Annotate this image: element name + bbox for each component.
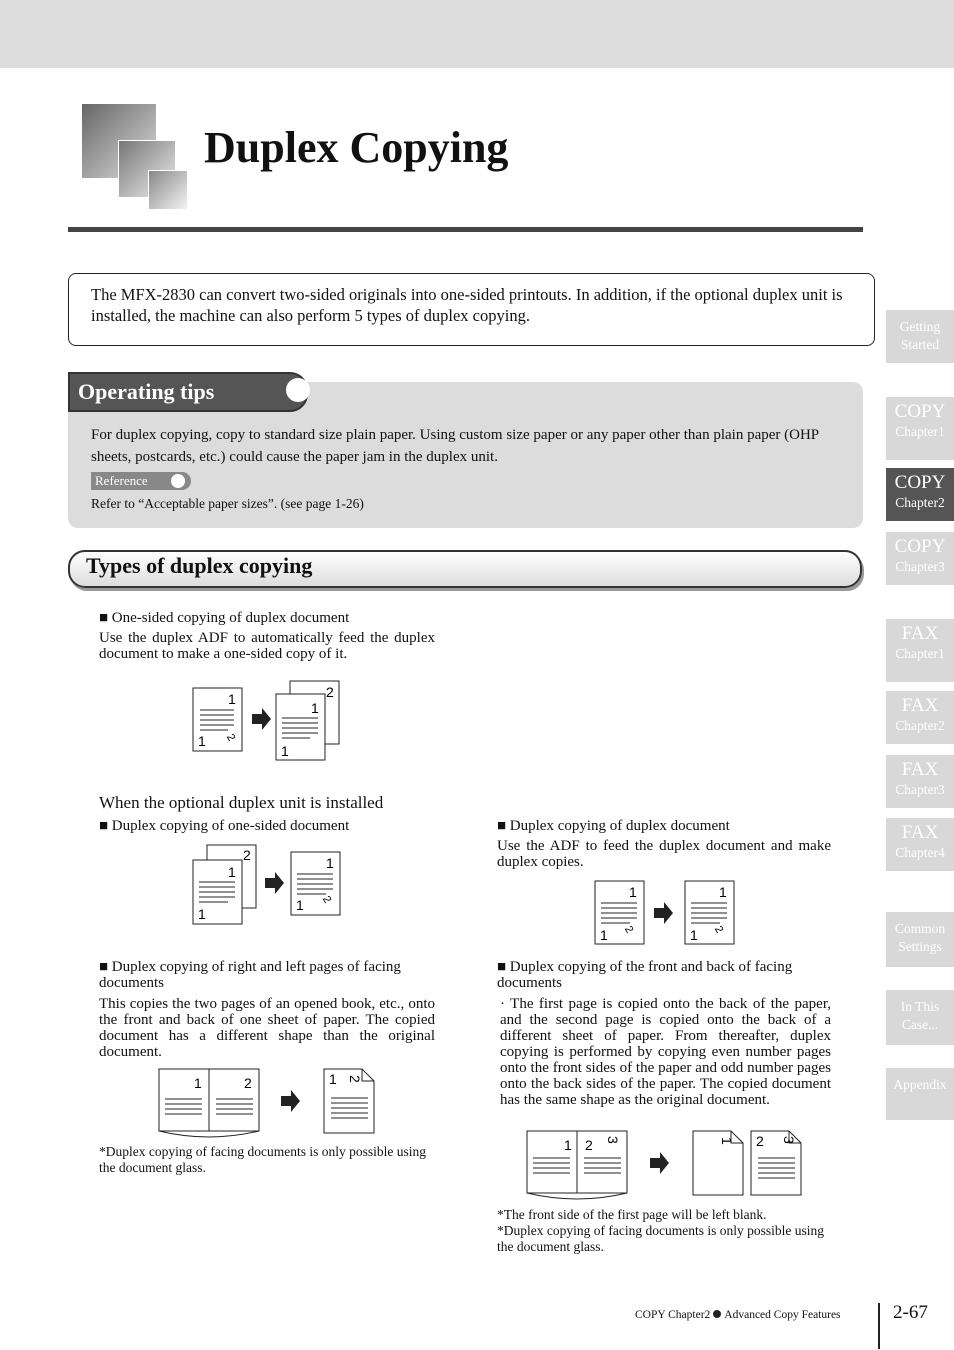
page-number-label: 1 [228, 864, 236, 880]
one-sided-body: Use the duplex ADF to automatically feed the duplex document to make a one-sided copy of it. [99, 630, 435, 662]
sidebar-tab[interactable] [886, 310, 954, 363]
page-number-label: 1 [629, 884, 637, 900]
page-number-label: 1 [600, 927, 608, 943]
dup-facing-title: ■ Duplex copying of right and left pages of facing documents [99, 959, 401, 991]
page-number-label: 1 [564, 1137, 572, 1153]
dup-front-back-note-1: *The front side of the first page will be left blank. [497, 1207, 767, 1222]
sidebar-tab-sublabel: In This Case... [900, 999, 940, 1032]
sidebar-tab[interactable] [886, 619, 954, 682]
page-number-label: 1 [719, 884, 727, 900]
dup-facing-body: This copies the two pages of an opened book, etc., onto the front and back of one sheet of paper. The copied document has a different shape than the original document. [99, 996, 435, 1060]
page-number-label: 2 [223, 732, 238, 744]
page-number: 2-67 [893, 1302, 928, 1323]
arrow-icon [281, 1090, 300, 1112]
arrow-icon [252, 708, 271, 730]
sidebar-tab[interactable] [886, 1068, 954, 1120]
sidebar-tab-label: FAX [901, 759, 939, 780]
arrow-icon [265, 872, 284, 894]
page-number-label: 2 [711, 924, 726, 936]
page-number-label: 1 [326, 855, 334, 871]
one-sided-title: ■ One-sided copying of duplex document [99, 610, 350, 626]
intro-box: The MFX-2830 can convert two-sided originals into one-sided printouts. In addition, if the optional duplex unit is installed, the machine can also perform 5 types of duplex copying. [68, 273, 875, 346]
header-band [0, 0, 954, 68]
arrow-icon [654, 902, 673, 924]
types-heading: Types of duplex copying [86, 553, 313, 578]
footer-section: Advanced Copy Features [724, 1309, 841, 1321]
page-number-label: 3 [781, 1136, 797, 1144]
sidebar-tab[interactable] [886, 755, 954, 808]
page-number-label: 1 [311, 700, 319, 716]
dup-one-sided-title: ■ Duplex copying of one-sided document [99, 818, 350, 834]
operating-tips-heading: Operating tips [68, 372, 308, 412]
diagram-dup-dup [592, 878, 742, 950]
arrow-icon [650, 1152, 669, 1174]
page-number-label: 1 [228, 691, 236, 707]
sidebar-tab[interactable] [886, 468, 954, 521]
page-number-label: 1 [194, 1075, 202, 1091]
dup-facing-note: *Duplex copying of facing documents is only possible using the document glass. [99, 1144, 426, 1175]
page-number-label: 1 [198, 733, 206, 749]
page-number-label: 1 [690, 927, 698, 943]
diagram-dup-facing [156, 1066, 378, 1142]
sidebar-tab-sublabel: Chapter1 [895, 646, 945, 661]
page-number-label: 2 [347, 1075, 363, 1083]
sidebar-tab-sublabel: Appendix [893, 1077, 947, 1092]
dup-front-back-note-2: *Duplex copying of facing documents is only possible using the document glass. [497, 1223, 824, 1254]
sidebar-tab-label: FAX [901, 822, 939, 843]
page-number-label: 2 [621, 924, 636, 936]
sidebar-tab-sublabel: Getting Started [899, 319, 941, 352]
page-number-label: 1 [296, 897, 304, 913]
sidebar-tab-label: FAX [901, 623, 939, 644]
sidebar-tab-sublabel: Chapter2 [895, 495, 945, 510]
dup-dup-body: Use the ADF to feed the duplex document and make duplex copies. [497, 838, 831, 870]
page-title: Duplex Copying [204, 123, 509, 172]
sidebar-tab-sublabel: Chapter4 [895, 845, 945, 860]
sidebar-tab-label: COPY [894, 401, 946, 422]
sidebar-tab-label: FAX [901, 695, 939, 716]
sidebar-tab-sublabel: Chapter3 [895, 782, 945, 797]
diagram-dup-front-back [524, 1128, 808, 1204]
title-decoration-square [148, 170, 188, 210]
sidebar-tab[interactable] [886, 532, 954, 585]
dup-front-back-title: ■ Duplex copying of the front and back of facing documents [497, 959, 793, 991]
page-number-label: 3 [605, 1136, 621, 1144]
page-number-label: 2 [243, 847, 251, 863]
page-number-label: 1 [329, 1071, 337, 1087]
sidebar-tab-sublabel: Chapter1 [895, 424, 945, 439]
diagram-one-sided [190, 678, 350, 764]
page-number-label: 2 [585, 1137, 593, 1153]
sidebar-tab-label: COPY [894, 472, 946, 493]
sidebar-tab[interactable] [886, 990, 954, 1045]
diagram-dup-one-sided [190, 842, 350, 928]
sidebar-tab[interactable] [886, 691, 954, 744]
page-number-label: 2 [756, 1133, 764, 1149]
page-number-label: 1 [719, 1137, 735, 1145]
sidebar-tab-sublabel: Chapter3 [895, 559, 945, 574]
sidebar-tab-sublabel: Chapter2 [895, 718, 945, 733]
sidebar-tab[interactable] [886, 912, 954, 967]
sidebar-tab-label: COPY [894, 536, 946, 557]
reference-link[interactable]: Refer to “Acceptable paper sizes”. (see page 1-26) [91, 496, 364, 511]
page-number-label: 2 [244, 1075, 252, 1091]
footer-breadcrumb [635, 1309, 841, 1321]
footer-chapter: COPY Chapter2 [635, 1309, 711, 1321]
optional-unit-heading: When the optional duplex unit is installed [99, 793, 384, 812]
sidebar-tab-sublabel: Common Settings [894, 921, 946, 954]
page-number-label: 2 [319, 894, 334, 906]
page-number-label: 1 [198, 906, 206, 922]
sidebar-tab[interactable] [886, 397, 954, 460]
page-number-label: 2 [326, 684, 334, 700]
reference-dot-icon [171, 474, 185, 488]
title-rule [68, 227, 863, 232]
dup-dup-title: ■ Duplex copying of duplex document [497, 818, 730, 834]
page-number-label: 1 [281, 743, 289, 759]
dup-front-back-body: · The first page is copied onto the back of the paper, and the second page is copied onto the back of a different sheet of paper. From thereafter, duplex copying is performed by copying even number pages onto the front sides of the paper and odd number pages onto the back sides of the paper. The copied document has the same shape as the original document. [500, 996, 831, 1108]
reference-badge: Reference [91, 472, 191, 490]
heading-dot-icon [286, 378, 310, 402]
operating-tips-body: For duplex copying, copy to standard size plain paper. Using custom size paper or any paper other than plain paper (OHP sheets, postcards, etc.) could cause the paper jam in the duplex unit. [91, 427, 819, 465]
sidebar-tab[interactable] [886, 818, 954, 871]
footer-rule [878, 1303, 880, 1349]
bullet-icon [713, 1310, 721, 1318]
